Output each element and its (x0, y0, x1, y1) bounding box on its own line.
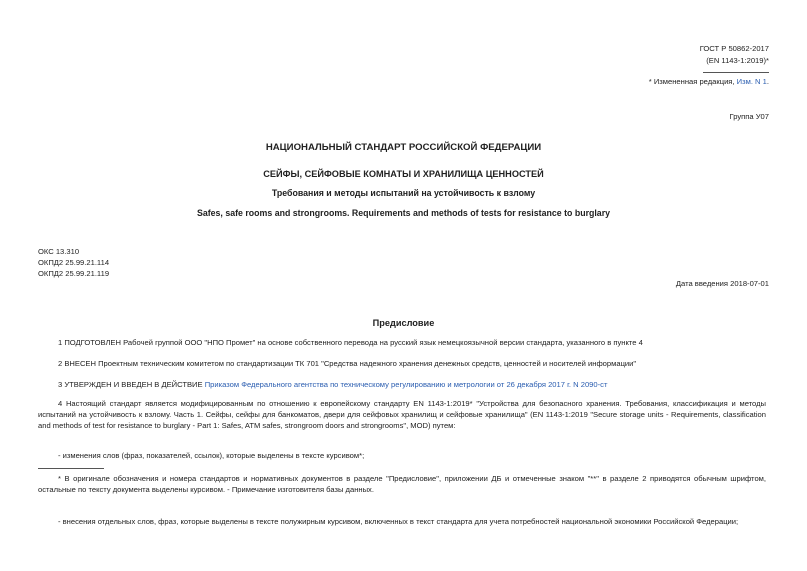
preface-item-4: 4 Настоящий стандарт является модифицированным по отношению к европейскому стандарту EN 1143-1:2019* "Устройства для безопасного хранения. Требования, классификация и методы испытаний на устойчивость к взлому. Часть 1. Сейфы, сейфы для банкоматов, двери для сейфовых хранилищ и сейфовые хранилища" (EN 1143-1:2019 "Secure storage units - Requirements, classification and methods of test for resistance to burglary - Part 1: Safes, ATM safes, strongroom doors and strongrooms", MOD) путем: (38, 399, 766, 430)
group-code: Группа У07 (729, 112, 769, 121)
preface-item-1: 1 ПОДГОТОВЛЕН Рабочей группой ООО "НПО Промет" на основе собственного перевода на русский язык немецкоязычной версии стандарта, указанного в пункте 4 (58, 338, 643, 347)
footnote-rule (38, 468, 104, 469)
order-link[interactable]: Приказом Федерального агентства по техническому регулированию и метрологии от 26 декабря 2017 г. N 2090-ст (204, 380, 608, 389)
bullet-bold-italic-additions: - внесения отдельных слов, фраз, которые выделены в тексте полужирным курсивом, включенных в текст стандарта для учета потребностей национальной экономики Российской Федерации; (58, 517, 739, 526)
document-title: СЕЙФЫ, СЕЙФОВЫЕ КОМНАТЫ И ХРАНИЛИЩА ЦЕННОСТЕЙ (263, 169, 544, 179)
revision-suffix: . (766, 77, 769, 86)
gost-number: ГОСТ Р 50862-2017 (699, 44, 769, 53)
code-okpd2-1: ОКПД2 25.99.21.114 (38, 258, 110, 267)
revision-prefix: * Измененная редакция, (648, 77, 735, 86)
preface-item-3 (38, 380, 766, 391)
bullet-italic-changes: - изменения слов (фраз, показателей, ссылок), которые выделены в тексте курсивом*; (58, 451, 365, 460)
document-subtitle: Требования и методы испытаний на устойчивость к взлому (271, 188, 536, 198)
en-reference: (EN 1143-1:2019)* (706, 56, 769, 65)
revision-note (649, 77, 769, 86)
introduction-date: Дата введения 2018-07-01 (675, 279, 769, 288)
code-oks: ОКС 13.310 (38, 247, 80, 256)
code-okpd2-2: ОКПД2 25.99.21.119 (38, 269, 110, 278)
footnote: * В оригинале обозначения и номера стандартов и нормативных документов в разделе "Предисловие", приложении ДБ и отмеченные знаком "**" в разделе 2 приводятся обычным шрифтом, остальные по тексту документа выделены курсивом. - Примечание изготовителя базы данных. (38, 474, 766, 494)
preface-item-2: 2 ВНЕСЕН Проектным техническим комитетом по стандартизации ТК 701 "Средства надежного хранения денежных средств, ценностей и носителей информации" (58, 359, 637, 368)
national-standard-title: НАЦИОНАЛЬНЫЙ СТАНДАРТ РОССИЙСКОЙ ФЕДЕРАЦИИ (265, 142, 542, 153)
header-rule (703, 72, 769, 73)
preface-item-3-text: 3 УТВЕРЖДЕН И ВВЕДЕН В ДЕЙСТВИЕ (58, 380, 205, 389)
english-title: Safes, safe rooms and strongrooms. Requirements and methods of tests for resistance to burglary (196, 208, 611, 218)
preface-heading: Предисловие (372, 318, 435, 328)
revision-link[interactable]: Изм. N 1 (736, 77, 767, 86)
